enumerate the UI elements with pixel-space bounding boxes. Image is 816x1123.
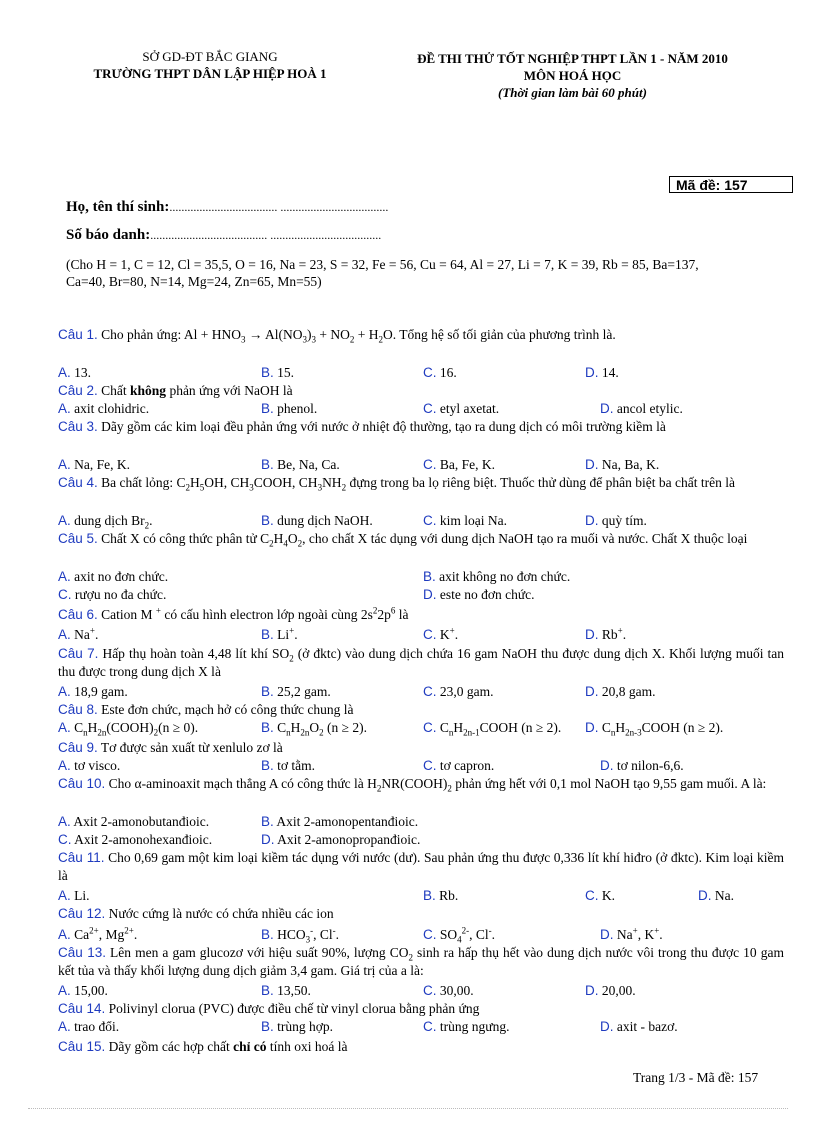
- question-number: Câu 12.: [58, 906, 106, 921]
- option-c[interactable]: C. trùng ngưng.: [423, 1019, 510, 1034]
- option-b[interactable]: B. 25,2 gam.: [261, 684, 331, 699]
- option-d[interactable]: D. Na.: [698, 888, 734, 903]
- question-number: Câu 8.: [58, 702, 98, 717]
- candidate-id-label: Số báo danh:: [66, 227, 151, 243]
- option-b[interactable]: B. Li+.: [261, 625, 298, 642]
- option-b[interactable]: B. Axit 2-amonopentanđioic.: [261, 814, 419, 829]
- option-b[interactable]: B. tơ tằm.: [261, 758, 316, 773]
- option-b[interactable]: B. 15.: [261, 365, 295, 380]
- option-a[interactable]: A. Na, Fe, K.: [58, 457, 131, 472]
- question-5-options-row2: [58, 586, 784, 604]
- question-3: Câu 3. Dãy gồm các kim loại đều phản ứng với nước ở nhiệt độ thường, tạo ra dung dịch có môi trường kiềm là: [58, 419, 666, 434]
- option-c[interactable]: C. K+.: [423, 625, 459, 642]
- option-d[interactable]: D. Axit 2-amonopropanđioic.: [261, 832, 421, 847]
- question-8: Câu 8. Este đơn chức, mạch hở có công thức chung là: [58, 702, 354, 717]
- question-number: Câu 5.: [58, 531, 98, 546]
- option-b[interactable]: B. dung dịch NaOH.: [261, 513, 373, 528]
- question-2-options: [58, 400, 784, 418]
- question-11: Câu 11. Cho 0,69 gam một kim loại kiềm tác dụng với nước (dư). Sau phản ứng thu được 0,336 lít khí hiđro (ở đktc). Kim loại kiềm là: [58, 850, 785, 883]
- option-d[interactable]: D. ancol etylic.: [600, 401, 683, 416]
- question-number: Câu 11.: [58, 850, 105, 865]
- department-name: SỞ GD-ĐT BẮC GIANG: [142, 49, 278, 64]
- candidate-id-dots: ....................................... .....................................: [150, 228, 382, 242]
- question-15: Câu 15. Dãy gồm các hợp chất chỉ có tính oxi hoá là: [58, 1039, 348, 1054]
- question-number: Câu 4.: [58, 475, 98, 490]
- question-5: Câu 5. Chất X có công thức phân tử $C_2H_4O_2$, cho chất X tác dụng với dung dịch NaOH tạo ra muối và nước. Chất X thuộc loại: [58, 531, 748, 549]
- option-b[interactable]: B. phenol.: [261, 401, 318, 416]
- question-12: Câu 12. Nước cứng là nước có chứa nhiều các ion: [58, 906, 334, 921]
- exam-title: ĐỀ THI THỬ TỐT NGHIỆP THPT LẦN 1 - NĂM 2010: [417, 51, 728, 66]
- candidate-name-field[interactable]: [66, 199, 388, 216]
- header-left: [60, 48, 360, 82]
- option-a[interactable]: A. tơ visco.: [58, 758, 121, 773]
- option-c[interactable]: C. $C_nH_{2n-1}COOH$ (n ≥ 2).: [423, 720, 562, 738]
- option-d[interactable]: D. quỳ tím.: [585, 513, 647, 528]
- question-7-options: [58, 683, 784, 701]
- question-number: Câu 9.: [58, 740, 98, 755]
- option-c[interactable]: C. tơ capron.: [423, 758, 495, 773]
- option-d[interactable]: D. axit - bazơ.: [600, 1019, 678, 1034]
- option-d[interactable]: D. tơ nilon-6,6.: [600, 758, 684, 773]
- option-a[interactable]: A. axit clohidric.: [58, 401, 150, 416]
- option-d[interactable]: D. 14.: [585, 365, 619, 380]
- question-13-options: [58, 982, 784, 1000]
- option-b[interactable]: B. Be, Na, Ca.: [261, 457, 340, 472]
- question-7: Câu 7. Hấp thụ hoàn toàn 4,48 lít khí $SO_2$ (ở đktc) vào dung dịch chứa 16 gam NaOH thu được dung dịch X. Khối lượng muối tan thu được trong dung dịch X là: [58, 646, 784, 679]
- option-b[interactable]: B. trùng hợp.: [261, 1019, 334, 1034]
- option-d[interactable]: D. Na, Ba, K.: [585, 457, 660, 472]
- question-6: Câu 6. Cation M + có cấu hình electron lớp ngoài cùng $2s^22p^6$ là: [58, 605, 409, 622]
- option-c[interactable]: C. 16.: [423, 365, 457, 380]
- option-a[interactable]: A. 15,00.: [58, 983, 108, 998]
- question-9: Câu 9. Tơ được sản xuất từ xenlulo zơ là: [58, 740, 283, 755]
- question-number: Câu 3.: [58, 419, 98, 434]
- question-number: Câu 2.: [58, 383, 98, 398]
- question-1: Câu 1. Cho phản ứng: $Al + HNO_3 \to Al(NO_3)_3 + NO_2 + H_2O$. Tổng hệ số tối giản của phương trình là.: [58, 327, 616, 345]
- option-c[interactable]: C. Ba, Fe, K.: [423, 457, 495, 472]
- option-c[interactable]: C. 23,0 gam.: [423, 684, 494, 699]
- option-b[interactable]: B. $HCO_3^-$, Cl-.: [261, 925, 340, 945]
- option-b[interactable]: B. Rb.: [423, 888, 459, 903]
- question-number: Câu 10.: [58, 776, 106, 791]
- option-a[interactable]: A. $Ca^{2+}$, $Mg^{2+}$.: [58, 925, 138, 942]
- option-a[interactable]: A. 13.: [58, 365, 92, 380]
- option-d[interactable]: D. 20,00.: [585, 983, 636, 998]
- atomic-masses-note: (Cho H = 1, C = 12, Cl = 35,5, O = 16, Na = 23, S = 32, Fe = 56, Cu = 64, Al = 27, Li = 7, K = 39, Rb = 85, Ba=137, Ca=40, Br=80, N=14, Mg=24, Zn=65, Mn=55): [66, 257, 699, 289]
- question-12-options: [58, 926, 784, 944]
- option-a[interactable]: A. Li.: [58, 888, 90, 903]
- question-8-options: [58, 719, 784, 737]
- option-c[interactable]: C. Axit 2-amonohexanđioic.: [58, 832, 213, 847]
- option-d[interactable]: D. $C_nH_{2n-3}COOH$ (n ≥ 2).: [585, 720, 724, 738]
- school-name: TRƯỜNG THPT DÂN LẬP HIỆP HOÀ 1: [93, 66, 327, 81]
- exam-code-box: Mã đề: 157: [669, 176, 793, 193]
- option-a[interactable]: A. axit no đơn chức.: [58, 569, 169, 584]
- candidate-name-dots: .................................... ....................................: [169, 200, 389, 214]
- option-b[interactable]: B. axit không no đơn chức.: [423, 569, 571, 584]
- question-2: Câu 2. Chất không phản ứng với NaOH là: [58, 383, 293, 398]
- option-d[interactable]: D. este no đơn chức.: [423, 587, 535, 602]
- subject-title: MÔN HOÁ HỌC: [523, 68, 622, 83]
- page-bottom-divider: [28, 1108, 788, 1109]
- candidate-id-field[interactable]: [66, 227, 381, 244]
- option-c[interactable]: C. kim loại Na.: [423, 513, 507, 528]
- question-4: Câu 4. Ba chất lỏng: $C_2H_5OH$, $CH_3COOH$, $CH_3NH_2$ đựng trong ba lọ riêng biệt. Thuốc thử dùng để phân biệt ba chất trên là: [58, 475, 735, 493]
- question-14-options: [58, 1018, 784, 1036]
- option-b[interactable]: B. 13,50.: [261, 983, 311, 998]
- option-d[interactable]: D. Rb+.: [585, 625, 627, 642]
- question-11-options: [58, 887, 784, 905]
- question-10-options-row1: [58, 813, 784, 831]
- question-number: Câu 1.: [58, 327, 98, 342]
- option-c[interactable]: C. 30,00.: [423, 983, 474, 998]
- question-number: Câu 15.: [58, 1039, 106, 1054]
- option-c[interactable]: C. $SO_4^{2-}$, Cl-.: [423, 925, 496, 945]
- header-right: [375, 50, 770, 101]
- option-b[interactable]: B. $C_nH_{2n}O_2$ (n ≥ 2).: [261, 720, 368, 738]
- question-10-options-row2: [58, 831, 784, 849]
- exam-duration: (Thời gian làm bài 60 phút): [498, 85, 647, 100]
- question-5-options-row1: [58, 568, 784, 586]
- question-6-options: [58, 626, 784, 644]
- option-a[interactable]: A. $C_nH_{2n}(COOH)_2(n \ge 0)$.: [58, 720, 199, 738]
- option-a[interactable]: A. trao đổi.: [58, 1019, 120, 1034]
- question-4-options: [58, 512, 784, 530]
- option-c[interactable]: C. K.: [585, 888, 615, 903]
- question-13: Câu 13. Lên men a gam glucozơ với hiệu suất 90%, lượng $CO_2$ sinh ra hấp thụ hết vào dung dịch nước vôi trong thu được 10 gam kết tủa và thấy khối lượng dung dịch giảm 3,4 gam. Giá trị của a là:: [58, 945, 784, 978]
- option-a[interactable]: A. Na+.: [58, 625, 99, 642]
- option-a[interactable]: A. dung dịch $Br_2$.: [58, 513, 153, 531]
- page-footer: Trang 1/3 - Mã đề: 157: [633, 1070, 759, 1085]
- question-14: Câu 14. Polivinyl clorua (PVC) được điều chế từ vinyl clorua bằng phản ứng: [58, 1001, 480, 1016]
- option-a[interactable]: A. 18,9 gam.: [58, 684, 128, 699]
- question-10: Câu 10. Cho α-aminoaxit mạch thẳng A có công thức là $H_2NR(COOH)_2$ phản ứng hết với 0,1 mol NaOH tạo 9,55 gam muối. A là:: [58, 776, 767, 794]
- option-d[interactable]: D. Na+, K+.: [600, 925, 663, 942]
- question-9-options: [58, 757, 784, 775]
- option-c[interactable]: C. rượu no đa chức.: [58, 587, 167, 602]
- question-number: Câu 14.: [58, 1001, 106, 1016]
- question-number: Câu 13.: [58, 945, 106, 960]
- option-c[interactable]: C. etyl axetat.: [423, 401, 500, 416]
- option-d[interactable]: D. 20,8 gam.: [585, 684, 656, 699]
- question-1-options: [58, 364, 784, 382]
- question-3-options: [58, 456, 784, 474]
- question-number: Câu 7.: [58, 646, 99, 661]
- question-number: Câu 6.: [58, 607, 98, 622]
- candidate-name-label: Họ, tên thí sinh:: [66, 199, 170, 215]
- option-a[interactable]: A. Axit 2-amonobutanđioic.: [58, 814, 210, 829]
